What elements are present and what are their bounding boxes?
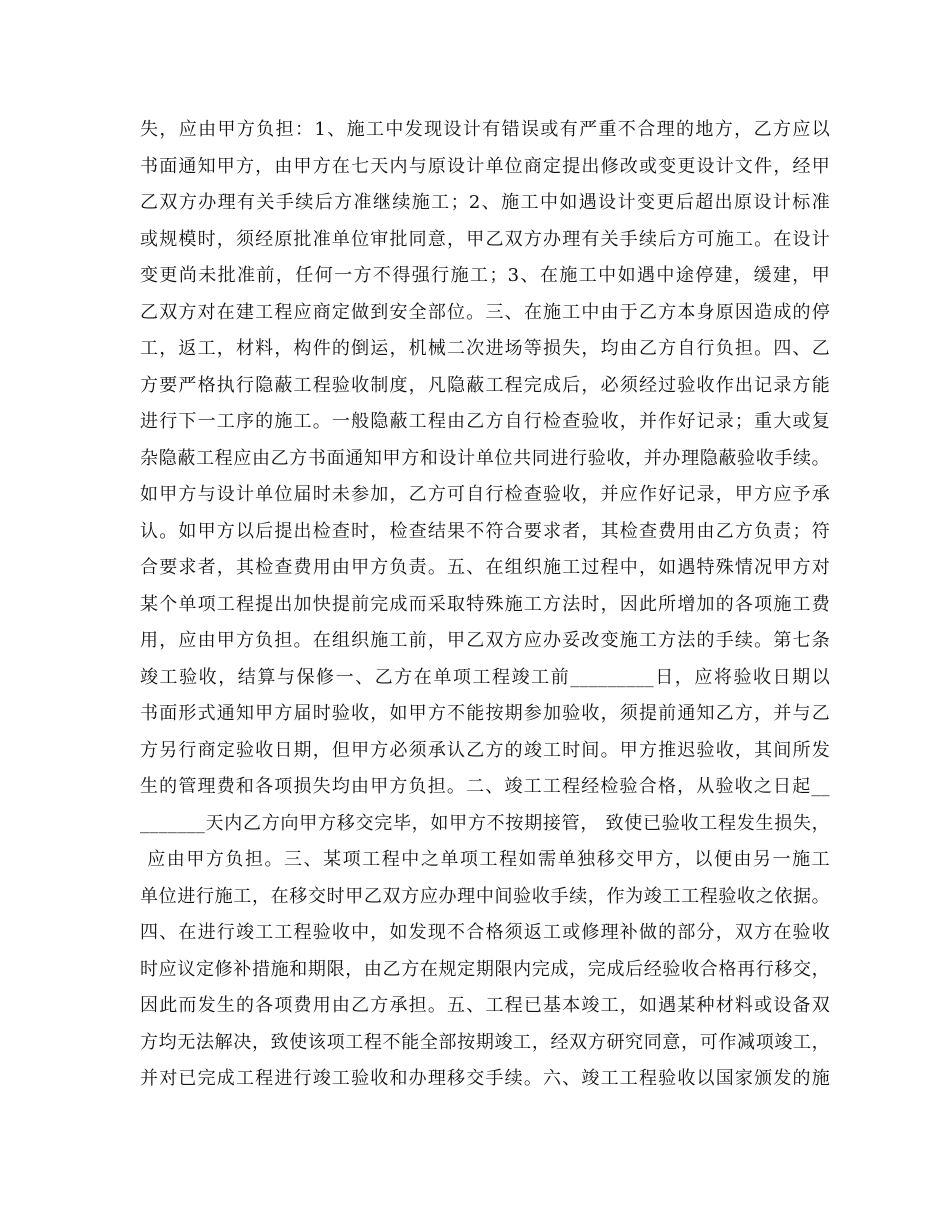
text-line: 乙双方对在建工程应商定做到安全部位。三、在施工中由于乙方本身原因造成的停 (140, 301, 830, 323)
text-line: 或规模时，须经原批准单位审批同意，甲乙双方办理有关手续后方可施工。在设计 (140, 228, 830, 250)
text-line: 进行下一工序的施工。一般隐蔽工程由乙方自行检查验收，并作好记录；重大或复 (140, 411, 830, 432)
text-line: 方均无法解决，致使该项工程不能全部按期竣工，经双方研究同意，可作减项竣工， (140, 1031, 830, 1053)
text-line: 合要求者，其检查费用由甲方负责。五、在组织施工过程中，如遇特殊情况甲方对 (140, 557, 830, 578)
text-line: 乙双方办理有关手续后方准继续施工；2、施工中如遇设计变更后超出原设计标准 (140, 192, 830, 213)
text-line: 生的管理费和各项损失均由甲方负担。二、竣工工程经检验合格，从验收之日起__ (140, 776, 830, 797)
text-line: 认。如甲方以后提出检查时，检查结果不符合要求者，其检查费用由乙方负责；符 (140, 520, 830, 542)
text-line: 书面通知甲方，由甲方在七天内与原设计单位商定提出修改或变更设计文件，经甲 (140, 155, 830, 177)
text-line: 杂隐蔽工程应由乙方书面通知甲方和设计单位共同进行验收，并办理隐蔽验收手续。 (140, 447, 830, 469)
text-line: 并对已完成工程进行竣工验收和办理移交手续。六、竣工工程验收以国家颁发的施 (140, 1068, 830, 1089)
text-line: 变更尚未批准前，任何一方不得强行施工；3、在施工中如遇中途停建，缓建，甲 (140, 265, 830, 286)
text-line: 竣工验收，结算与保修一、乙方在单项工程竣工前_________日，应将验收日期以 (140, 666, 830, 688)
text-line: _______天内乙方向甲方移交完毕，如甲方不按期接管， 致使已验收工程发生损失， (140, 812, 830, 834)
text-line: 某个单项工程提出加快提前完成而采取特殊施工方法时，因此所增加的各项施工费 (140, 593, 830, 615)
text-line: 工，返工，材料，构件的倒运，机械二次进场等损失，均由乙方自行负担。四、乙 (140, 338, 830, 359)
text-line: 时应议定修补措施和期限，由乙方在规定期限内完成，完成后经验收合格再行移交， (140, 958, 830, 980)
text-line: 单位进行施工，在移交时甲乙双方应办理中间验收手续，作为竣工工程验收之依据。 (140, 885, 830, 907)
text-line: 方要严格执行隐蔽工程验收制度，凡隐蔽工程完成后，必须经过验收作出记录方能 (140, 374, 830, 396)
text-line: 因此而发生的各项费用由乙方承担。五、工程已基本竣工，如遇某种材料或设备双 (140, 995, 830, 1016)
text-line: 应由甲方负担。三、某项工程中之单项工程如需单独移交甲方，以便由另一施工 (140, 849, 830, 870)
body-text (140, 112, 830, 1098)
text-line: 书面形式通知甲方届时验收，如甲方不能按期参加验收，须提前通知乙方，并与乙 (140, 703, 830, 724)
text-line: 失，应由甲方负担：1、施工中发现设计有错误或有严重不合理的地方，乙方应以 (140, 119, 830, 140)
text-line: 四、在进行竣工工程验收中，如发现不合格须返工或修理补做的部分，双方在验收 (140, 922, 830, 943)
text-line: 用，应由甲方负担。在组织施工前，甲乙双方应办妥改变施工方法的手续。第七条 (140, 630, 830, 651)
text-line: 方另行商定验收日期，但甲方必须承认乙方的竣工时间。甲方推迟验收，其间所发 (140, 739, 830, 761)
text-line: 如甲方与设计单位届时未参加，乙方可自行检查验收，并应作好记录，甲方应予承 (140, 484, 830, 505)
